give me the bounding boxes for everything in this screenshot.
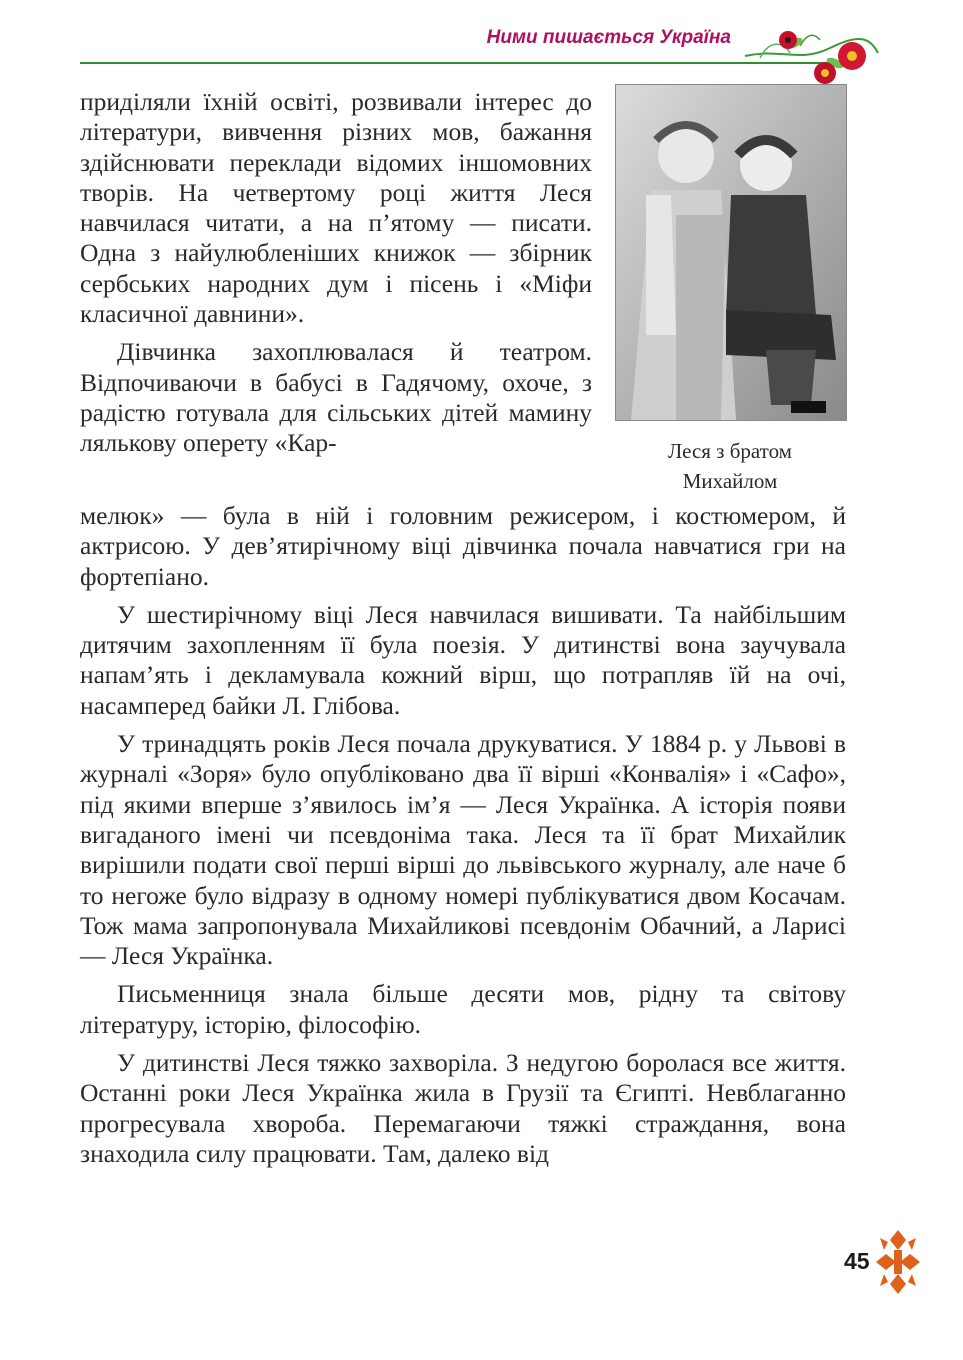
embroidery-ornament-icon	[872, 1228, 924, 1296]
paragraph-education: приділяли їхній освіті, розвивали інтерес до літератури, вивчення різних мов, бажання здійснювати переклади відомих іншомовних творів. На четвертому році життя Леся навчилася читати, а на п’ятому — писати. Одна з найулюбленіших книжок — збірник сербських народних дум і пісень і «Міфи класичної давнини».	[80, 87, 592, 329]
photo-caption-line-1: Леся з братом	[668, 439, 792, 463]
photo-caption	[615, 436, 845, 496]
page-number: 45	[844, 1248, 870, 1274]
paragraph-illness: У дитинстві Леся тяжко захворіла. З недугою боролася все життя. Останні роки Леся Українка жила в Грузії та Єгипті. Невблаганно прогресувала хвороба. Перемагаючи тяжкі страждання, вона знаходила силу працювати. Там, далеко від	[80, 1048, 846, 1168]
header-rule	[80, 62, 850, 64]
paragraph-languages: Письменниця знала більше десяти мов, рідну та світову літературу, історію, філософію.	[80, 979, 846, 1039]
paragraph-pseudonym: У тринадцять років Леся почала друкуватися. У 1884 р. у Львові в журналі «Зоря» було опубліковано два її вірші «Конвалія» і «Сафо», під якими вперше з’явилось ім’я — Леся Українка. А історія появи вигаданого імені чи псевдоніма така. Леся та її брат Михайлик вирішили подати свої перші вірші до львівського журналу, але наче б то негоже було відразу в одному номері публікуватися двом Косачам. Тож мама запропонувала Михайликові псевдонім Обачний, а Ларисі — Леся Українка.	[80, 729, 846, 971]
paragraph-poetry: У шестирічному віці Леся навчилася вишивати. Та найбільшим дитячим захопленням її була поезія. У дитинстві вона заучувала напам’ять і декламувала кожний вірш, що потрапляв їй на очі, насамперед байки Л. Глібова.	[80, 599, 846, 720]
running-header-title: Ними пишається Україна	[486, 27, 731, 48]
paragraph-theatre-end: мелюк» — була в ній і головним режисером, і костюмером, й актрисою. У дев’ятирічному віці дівчинка почала навчатися гри на фортепіано.	[80, 501, 846, 591]
text-column-beside-photo	[80, 87, 592, 459]
photo-lesia-with-brother	[615, 84, 847, 421]
paragraph-theatre-start: Дівчинка захоплювалася й театром. Відпочиваючи в бабусі в Гадячому, охоче, з радістю готувала для сільських дітей мамину лялькову оперету «Кар-	[80, 337, 592, 458]
text-column-full	[80, 501, 846, 1169]
photo-caption-line-2: Михайлом	[682, 469, 778, 493]
poppy-flowers-ornament	[740, 18, 880, 93]
